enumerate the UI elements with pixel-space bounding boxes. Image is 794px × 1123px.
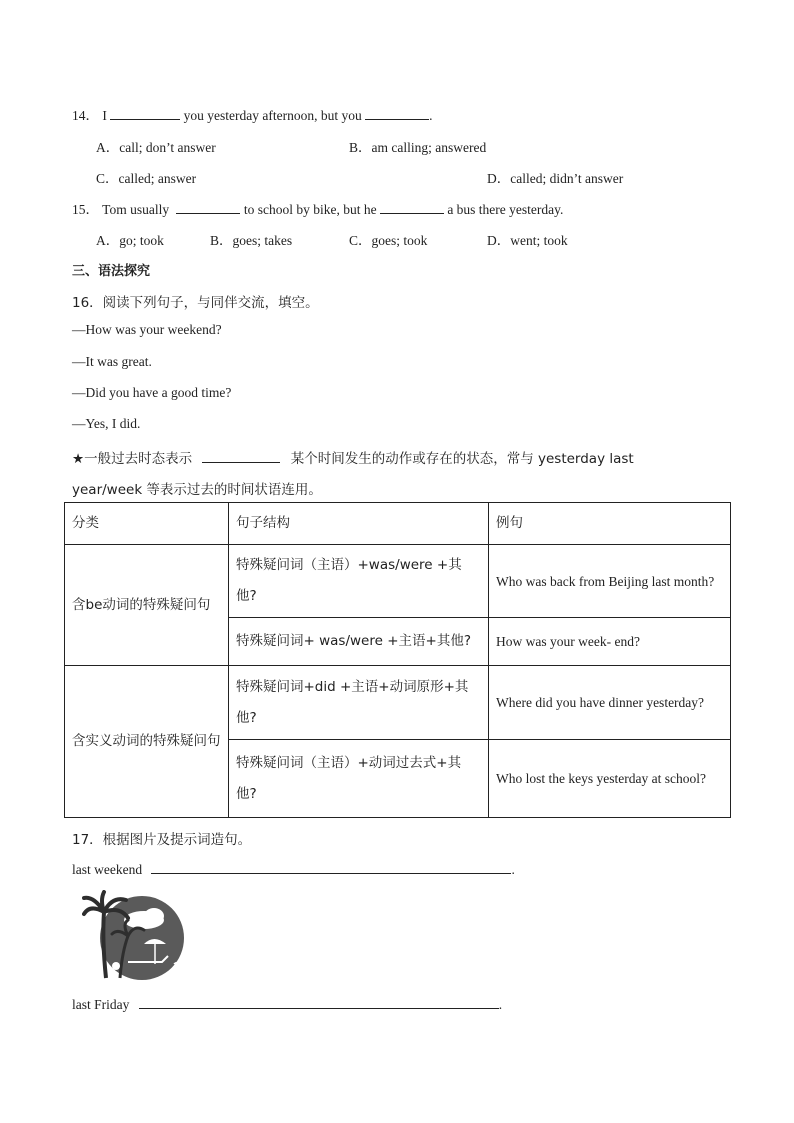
structure-cell: 特殊疑问词（主语）+动词过去式+其他?	[229, 740, 489, 818]
writing-line-1	[72, 859, 515, 878]
answer-blank[interactable]	[380, 199, 444, 214]
example-cell: Who lost the keys yesterday at school?	[489, 740, 731, 818]
dialog-line: —Did you have a good time?	[72, 385, 232, 400]
stem-text: .	[498, 997, 503, 1012]
option-b[interactable]: B．am calling; answered	[349, 140, 487, 155]
option-d[interactable]: D．called; didn’t answer	[487, 171, 624, 186]
structure-cell: 特殊疑问词+ was/were +主语+其他?	[229, 618, 489, 666]
stem-text: I	[102, 108, 107, 123]
question-17-prompt: 17．根据图片及提示词造句。	[72, 832, 252, 848]
answer-blank[interactable]	[110, 105, 180, 120]
option-a[interactable]: A．call; don’t answer	[96, 140, 216, 155]
category-action-verb: 含实义动词的特殊疑问句	[65, 666, 229, 818]
stem-text: you yesterday afternoon, but you	[183, 108, 362, 123]
question-14-stem	[72, 104, 432, 124]
category-be-verb: 含be动词的特殊疑问句	[65, 545, 229, 666]
question-number: 14．	[72, 108, 99, 123]
tense-rule-line1	[72, 447, 634, 467]
dialog-line: —Yes, I did.	[72, 416, 141, 431]
table-row	[65, 666, 731, 740]
answer-blank[interactable]	[365, 105, 429, 120]
answer-line[interactable]	[151, 859, 511, 874]
prompt-word: last weekend	[72, 862, 143, 877]
dialog-line: —How was your weekend?	[72, 322, 222, 337]
answer-blank[interactable]	[202, 448, 280, 463]
table-header-row	[65, 503, 731, 545]
stem-text: .	[429, 108, 433, 123]
header-example: 例句	[489, 503, 731, 545]
example-cell: Where did you have dinner yesterday?	[489, 666, 731, 740]
grammar-table	[64, 502, 731, 818]
structure-cell: 特殊疑问词+did +主语+动词原形+其他?	[229, 666, 489, 740]
stem-text: .	[511, 862, 515, 877]
header-structure: 句子结构	[229, 503, 489, 545]
question-number: 15．	[72, 202, 99, 217]
answer-blank[interactable]	[176, 199, 240, 214]
rule-text: ★一般过去时态表示	[72, 451, 193, 467]
stem-text: Tom usually	[102, 202, 170, 217]
dialog-line: —It was great.	[72, 354, 152, 369]
section-title: 三、语法探究	[72, 264, 151, 279]
example-cell: How was your week- end?	[489, 618, 731, 666]
stem-text: a bus there yesterday.	[447, 202, 564, 217]
prompt-word: last Friday	[72, 997, 130, 1012]
beach-picture	[82, 890, 190, 982]
cloud-icon	[144, 908, 164, 924]
header-category: 分类	[65, 503, 229, 545]
writing-line-2	[72, 994, 502, 1013]
structure-cell: 特殊疑问词（主语）+was/were +其他?	[229, 545, 489, 618]
stem-text: to school by bike, but he	[243, 202, 377, 217]
answer-line[interactable]	[139, 994, 499, 1009]
option-c[interactable]: C．called; answer	[96, 171, 197, 186]
example-cell: Who was back from Beijing last month?	[489, 545, 731, 618]
question-15-stem	[72, 198, 563, 218]
beach-ball-icon	[112, 962, 120, 970]
shell-icon	[174, 963, 180, 965]
option-c[interactable]: C．goes; took	[349, 233, 428, 248]
option-b[interactable]: B．goes; takes	[210, 233, 293, 248]
table-row	[65, 545, 731, 618]
option-a[interactable]: A．go; took	[96, 233, 164, 248]
tense-rule-line2: year/week 等表示过去的时间状语连用。	[72, 482, 322, 498]
rule-text: 某个时间发生的动作或存在的状态，常与 yesterday last	[290, 451, 634, 467]
question-16-prompt: 16．阅读下列句子，与同伴交流，填空。	[72, 295, 319, 311]
option-d[interactable]: D．went; took	[487, 233, 568, 248]
